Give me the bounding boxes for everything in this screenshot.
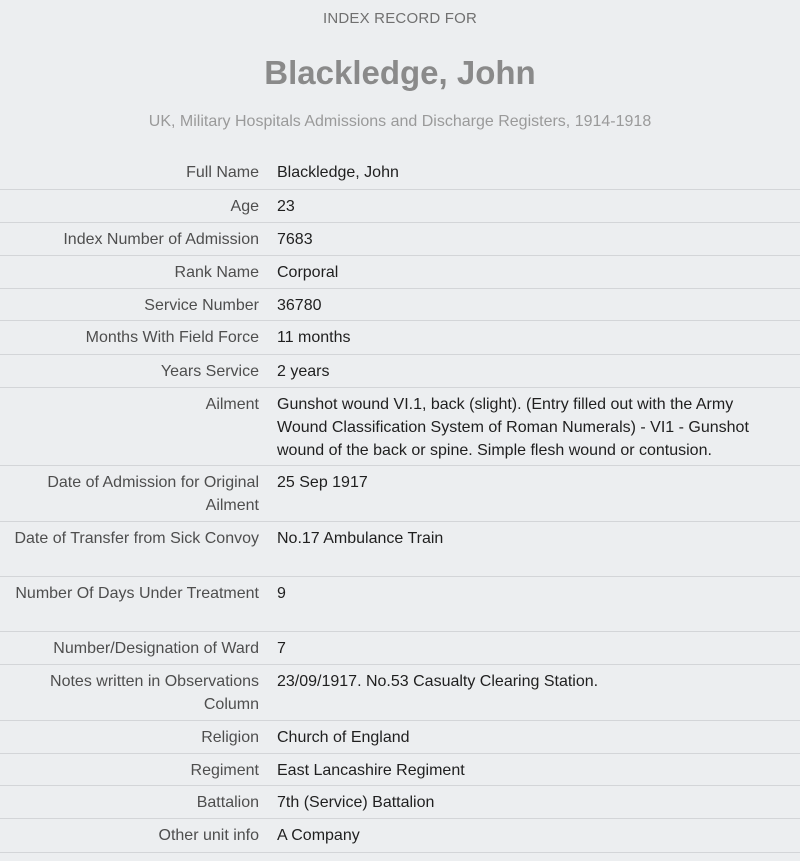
row-regiment <box>0 754 800 786</box>
row-date-admission <box>0 466 800 522</box>
row-age <box>0 190 800 223</box>
record-kicker: INDEX RECORD FOR <box>322 10 478 27</box>
row-label: Religion <box>201 729 259 746</box>
row-value: 7 <box>277 640 286 657</box>
row-value: 7683 <box>277 231 313 248</box>
row-months-field-force <box>0 321 800 355</box>
row-value: 23/09/1917. No.53 Casualty Clearing Station. <box>277 673 599 690</box>
row-value: Corporal <box>277 264 339 281</box>
row-index-number <box>0 223 800 256</box>
row-label: Battalion <box>196 794 259 811</box>
record-table <box>0 156 800 853</box>
row-label: Number/Designation of Ward <box>53 640 259 657</box>
row-value: No.17 Ambulance Train <box>277 530 444 547</box>
row-label: Ailment <box>205 396 259 413</box>
row-value: Blackledge, John <box>277 164 399 181</box>
row-days-treatment <box>0 577 800 632</box>
row-value: 25 Sep 1917 <box>277 474 368 491</box>
row-label: Age <box>230 198 259 215</box>
row-label: Rank Name <box>174 264 259 281</box>
row-label: Number Of Days Under Treatment <box>15 585 259 602</box>
row-value: 23 <box>277 198 295 215</box>
row-date-transfer <box>0 522 800 577</box>
collection-title: UK, Military Hospitals Admissions and Discharge Registers, 1914-1918 <box>148 113 652 130</box>
row-battalion <box>0 786 800 819</box>
row-label: Date of Transfer from Sick Convoy <box>14 530 259 547</box>
row-label: Years Service <box>160 363 259 380</box>
row-label: Months With Field Force <box>85 329 259 346</box>
row-years-service <box>0 355 800 388</box>
row-value: Gunshot wound VI.1, back (slight). (Entry filled out with the Army Wound Classification System of Roman Numerals) - VI1 - Gunshot wound of the back or spine. Simple flesh wound or contusion. <box>277 396 749 459</box>
row-value: Church of England <box>277 729 410 746</box>
row-religion <box>0 721 800 754</box>
row-value: 7th (Service) Battalion <box>277 794 435 811</box>
row-label: Index Number of Admission <box>63 231 259 248</box>
row-label: Regiment <box>190 762 259 779</box>
row-other-unit-info <box>0 819 800 853</box>
row-full-name <box>0 156 800 190</box>
person-name-title: Blackledge, John <box>264 54 536 91</box>
row-value: 9 <box>277 585 286 602</box>
row-value: East Lancashire Regiment <box>277 762 465 779</box>
row-label: Full Name <box>186 164 259 181</box>
record-header <box>0 0 800 133</box>
row-label: Other unit info <box>158 827 259 844</box>
row-service-number <box>0 289 800 321</box>
row-ward <box>0 632 800 665</box>
row-observation-notes <box>0 665 800 721</box>
row-value: A Company <box>277 827 360 844</box>
row-label: Notes written in Observations Column <box>50 673 259 713</box>
row-value: 11 months <box>277 329 351 346</box>
row-ailment <box>0 388 800 466</box>
row-rank-name <box>0 256 800 289</box>
row-label: Date of Admission for Original Ailment <box>47 474 259 514</box>
row-label: Service Number <box>144 297 259 314</box>
row-value: 36780 <box>277 297 322 314</box>
row-value: 2 years <box>277 363 330 380</box>
